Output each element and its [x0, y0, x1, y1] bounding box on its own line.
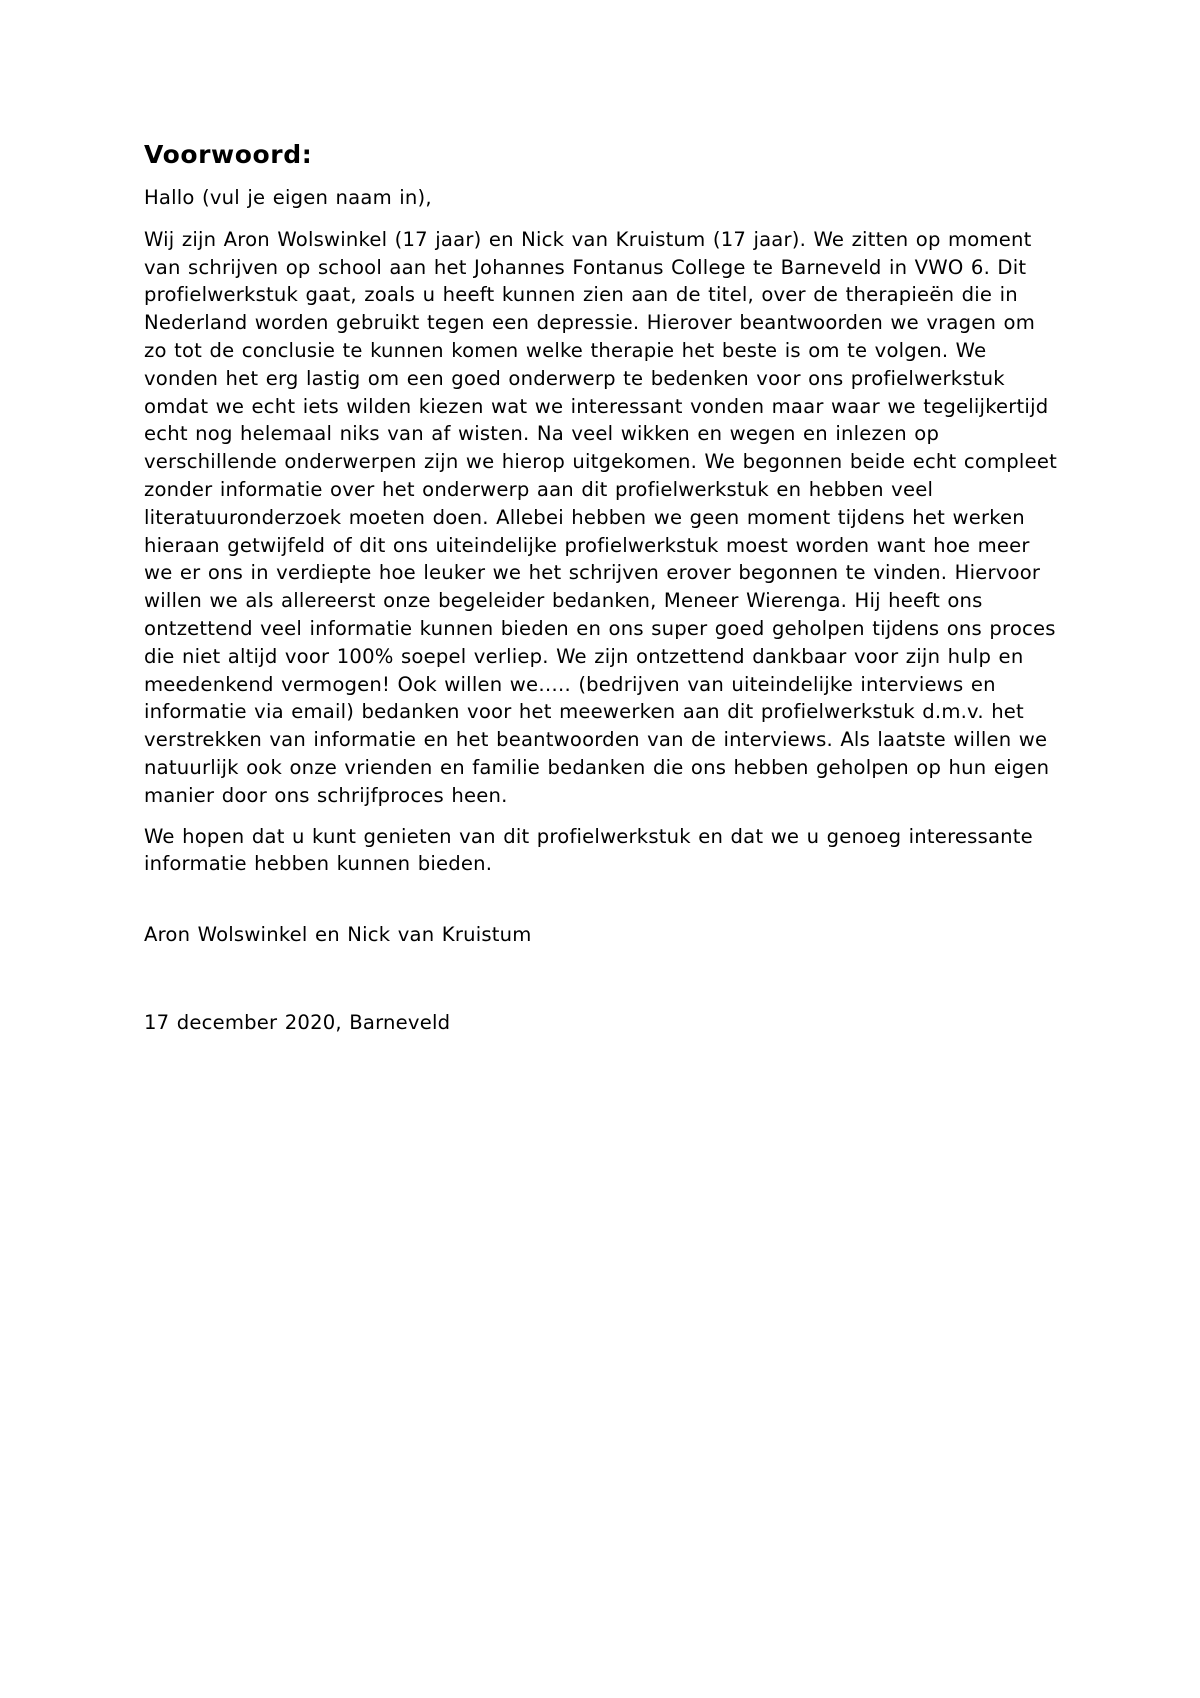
signature-line: Aron Wolswinkel en Nick van Kruistum — [144, 923, 532, 947]
closing-paragraph: We hopen dat u kunt genieten van dit profielwerkstuk en dat we u genoeg interessante informatie hebben kunnen bieden. — [144, 824, 1033, 876]
document-content — [144, 140, 1064, 1037]
page-title: Voorwoord: — [144, 140, 313, 169]
body-paragraph: Wij zijn Aron Wolswinkel (17 jaar) en Nick van Kruistum (17 jaar). We zitten op moment van schrijven op school aan het Johannes Fontanus College te Barneveld in VWO 6. Dit profielwerkstuk gaat, zoals u heeft kunnen zien aan de titel, over de therapieën die in Nederland worden gebruikt tegen een depressie. Hierover beantwoorden we vragen om zo tot de conclusie te kunnen komen welke therapie het beste is om te volgen. We vonden het erg lastig om een goed onderwerp te bedenken voor ons profielwerkstuk omdat we echt iets wilden kiezen wat we interessant vonden maar waar we tegelijkertijd echt nog helemaal niks van af wisten. Na veel wikken en wegen en inlezen op verschillende onderwerpen zijn we hierop uitgekomen. We begonnen beide echt compleet zonder informatie over het onderwerp aan dit profielwerkstuk en hebben veel literatuuronderzoek moeten doen. Allebei hebben we geen moment tijdens het werken hieraan getwijfeld of dit ons uiteindelijke profielwerkstuk moest worden want hoe meer we er ons in verdiepte hoe leuker we het schrijven erover begonnen te vinden. Hiervoor willen we als allereerst onze begeleider bedanken, Meneer Wierenga. Hij heeft ons ontzettend veel informatie kunnen bieden en ons super goed geholpen tijdens ons proces die niet altijd voor 100% soepel verliep. We zijn ontzettend dankbaar voor zijn hulp en meedenkend vermogen! Ook willen we….. (bedrijven van uiteindelijke interviews en informatie via email) bedanken voor het meewerken aan dit profielwerkstuk d.m.v. het verstrekken van informatie en het beantwoorden van de interviews. Als laatste willen we natuurlijk ook onze vrienden en familie bedanken die ons hebben geholpen op hun eigen manier door ons schrijfproces heen. — [144, 227, 1057, 807]
date-place-line: 17 december 2020, Barneveld — [144, 1010, 451, 1034]
greeting-line: Hallo (vul je eigen naam in), — [144, 186, 432, 209]
